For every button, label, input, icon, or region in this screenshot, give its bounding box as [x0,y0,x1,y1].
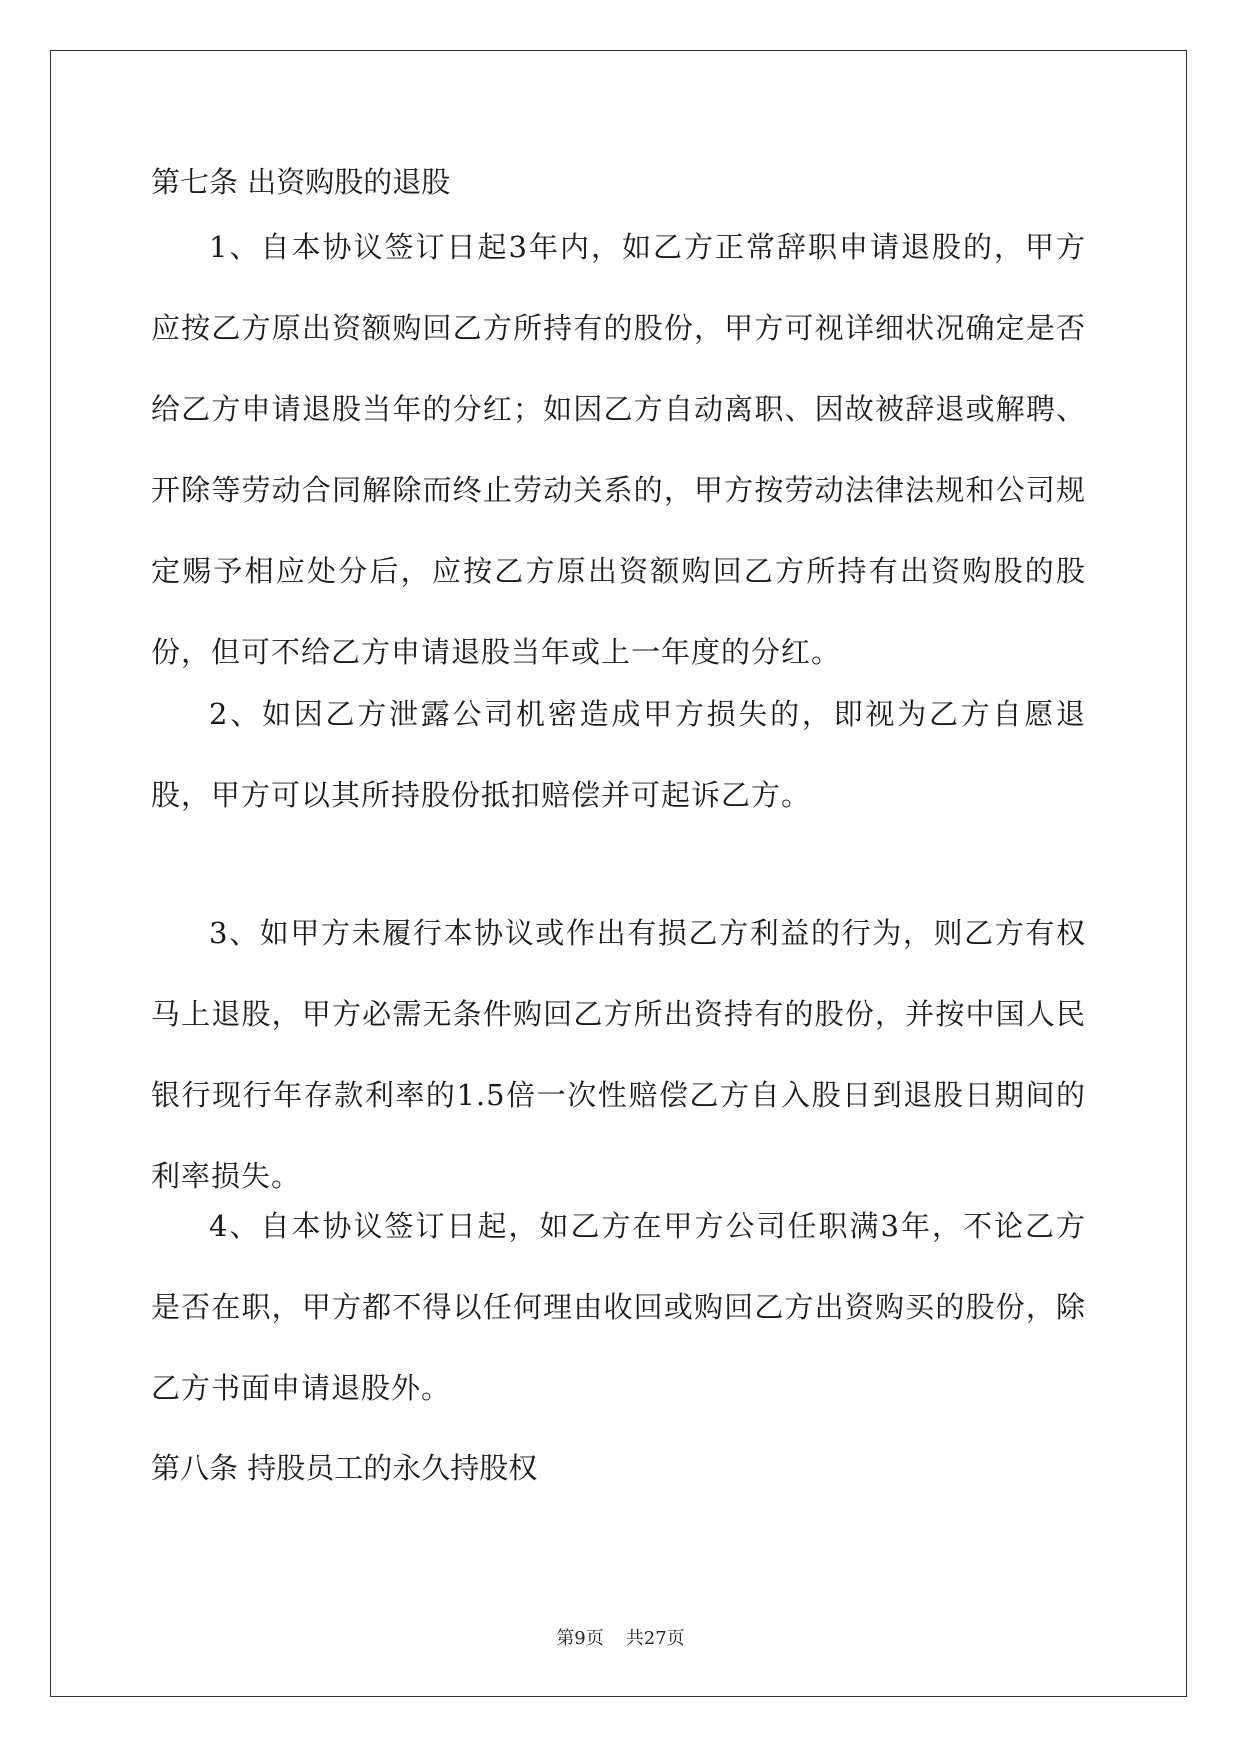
article-8-heading: 第八条 持股员工的永久持股权 [151,1451,538,1485]
article-7-heading: 第七条 出资购股的退股 [151,165,451,199]
paragraph-3: 3、如甲方未履行本协议或作出有损乙方利益的行为，则乙方有权马上退股，甲方必需无条件购回乙方所出资持有的股份，并按中国人民银行现行年存款利率的1.5倍一次性赔偿乙方自入股日到退股日期间的利率损失。 [151,916,1086,1193]
paragraph-4: 4、自本协议签订日起，如乙方在甲方公司任职满3年，不论乙方是否在职，甲方都不得以任何理由收回或购回乙方出资购买的股份，除乙方书面申请退股外。 [151,1209,1086,1405]
page-footer [0,1627,1241,1651]
total-pages: 共27页 [625,1628,685,1649]
paragraph-2: 2、如因乙方泄露公司机密造成甲方损失的，即视为乙方自愿退股，甲方可以其所持股份抵扣赔偿并可起诉乙方。 [151,697,1086,812]
page-number: 第9页 [556,1628,604,1649]
paragraph-1: 1、自本协议签订日起3年内，如乙方正常辞职申请退股的，甲方应按乙方原出资额购回乙方所持有的股份，甲方可视详细状况确定是否给乙方申请退股当年的分红；如因乙方自动离职、因故被辞退或解聘、开除等劳动合同解除而终止劳动关系的，甲方按劳动法律法规和公司规定赐予相应处分后，应按乙方原出资额购回乙方所持有出资购股的股份，但可不给乙方申请退股当年或上一年度的分红。 [151,230,1086,669]
